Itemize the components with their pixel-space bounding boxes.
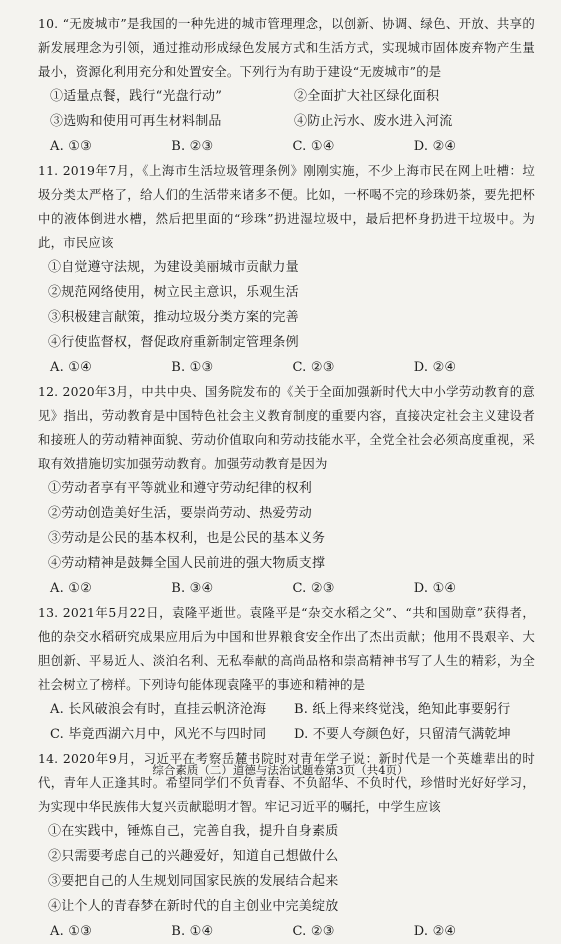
choice-list bbox=[38, 134, 535, 159]
choice-d: D. 不要人夸颜色好，只留清气满乾坤 bbox=[294, 727, 511, 742]
choice-a: A. ①③ bbox=[50, 139, 92, 154]
option-1: ①劳动者享有平等就业和遵守劳动纪律的权利 bbox=[48, 481, 313, 496]
choice-d: D. ①④ bbox=[413, 581, 457, 596]
option-3: ③选购和使用可再生材料制品 bbox=[50, 114, 222, 129]
option-2: ②全面扩大社区绿化面积 bbox=[294, 89, 440, 104]
choice-b: B. ②③ bbox=[171, 139, 214, 154]
choice-c: C. ①④ bbox=[292, 139, 335, 154]
choice-d: D. ②④ bbox=[413, 924, 457, 939]
option-4: ④行使监督权，督促政府重新制定管理条例 bbox=[48, 335, 299, 350]
option-1: ①自觉遵守法规，为建设美丽城市贡献力量 bbox=[48, 260, 299, 275]
option-4: ④防止污水、废水进入河流 bbox=[294, 114, 453, 129]
question-11 bbox=[38, 159, 535, 380]
option-1: ①在实践中，锤炼自己，完善自我，提升自身素质 bbox=[48, 824, 339, 839]
question-stem: 12. 2020年3月，中共中央、国务院发布的《关于全面加强新时代大中小学劳动教育的意见》指出，劳动教育是中国特色社会主义教育制度的重要内容，直接决定社会主义建设者和接班人的劳动精神面貌、劳动价值取向和劳动技能水平，全党全社会必须高度重视，采取有效措施切实加强劳动教育。加强劳动教育是因为 bbox=[38, 384, 535, 471]
option-4: ④劳动精神是鼓舞全国人民前进的强大物质支撑 bbox=[48, 556, 326, 571]
choice-b: B. ①③ bbox=[171, 360, 214, 375]
choice-d: D. ②④ bbox=[413, 139, 457, 154]
question-stem: 14. 2020年9月，习近平在考察岳麓书院时对青年学子说：新时代是一个英雄辈出的时代，青年人正逢其时。希望同学们不负青春、不负韶华、不负时代，珍惜时光好好学习，为实现中华民族伟大复兴贡献聪明才智。牢记习近平的嘱托，中学生应该 bbox=[38, 751, 535, 814]
choice-a: A. ①② bbox=[50, 581, 92, 596]
option-2: ②规范网络使用，树立民主意识，乐观生活 bbox=[48, 285, 299, 300]
option-1: ①适量点餐，践行“光盘行动” bbox=[50, 89, 223, 104]
question-10 bbox=[38, 12, 535, 159]
choice-a: A. ①③ bbox=[50, 924, 92, 939]
question-12 bbox=[38, 380, 535, 601]
choice-d: D. ②④ bbox=[413, 360, 457, 375]
choice-c: C. ②③ bbox=[292, 360, 335, 375]
page-footer: 综合素质（二）道德与法治试题卷第3页（共4页） bbox=[152, 763, 409, 777]
choice-list bbox=[38, 919, 535, 944]
option-3: ③劳动是公民的基本权利，也是公民的基本义务 bbox=[48, 531, 326, 546]
choice-c: C. ②③ bbox=[292, 581, 335, 596]
choice-a: A. 长风破浪会有时，直挂云帆济沧海 bbox=[50, 702, 267, 717]
question-13 bbox=[38, 601, 535, 747]
choice-b: B. 纸上得来终觉浅，绝知此事要躬行 bbox=[294, 702, 511, 717]
choice-a: A. ①④ bbox=[50, 360, 92, 375]
option-2: ②劳动创造美好生活，要崇尚劳动、热爱劳动 bbox=[48, 506, 313, 521]
option-4: ④让个人的青春梦在新时代的自主创业中完美绽放 bbox=[48, 899, 339, 914]
choice-list bbox=[38, 697, 535, 747]
choice-list bbox=[38, 355, 535, 380]
choice-b: B. ①④ bbox=[171, 924, 214, 939]
choice-b: B. ③④ bbox=[171, 581, 214, 596]
choice-list bbox=[38, 576, 535, 601]
question-stem: 10. “无废城市”是我国的一种先进的城市管理理念，以创新、协调、绿色、开放、共享的新发展理念为引领，通过推动形成绿色发展方式和生活方式，实现城市固体废弃物产生量最小，资源化利用充分和处置安全。下列行为有助于建设“无废城市”的是 bbox=[38, 16, 535, 79]
option-3: ③要把自己的人生规划同国家民族的发展结合起来 bbox=[48, 874, 339, 889]
choice-c: C. ②③ bbox=[292, 924, 335, 939]
question-stem: 11. 2019年7月，《上海市生活垃圾管理条例》刚刚实施，不少上海市民在网上吐槽：垃圾分类太严格了，给人们的生活带来诸多不便。比如，一杯喝不完的珍珠奶茶，要先把杯中的液体倒进水槽，然后把里面的“珍珠”扔进湿垃圾中，最后把杯身扔进干垃圾中。为此，市民应该 bbox=[38, 163, 535, 250]
option-3: ③积极建言献策，推动垃圾分类方案的完善 bbox=[48, 310, 299, 325]
option-list bbox=[38, 84, 535, 134]
question-stem: 13. 2021年5月22日，袁隆平逝世。袁隆平是“杂交水稻之父”、“共和国勋章”获得者，他的杂交水稻研究成果应用后为中国和世界粮食安全作出了杰出贡献；他用不畏艰辛、大胆创新、平易近人、淡泊名利、无私奉献的高尚品格和崇高精神书写了人生的精彩，为全社会树立了榜样。下列诗句能体现袁隆平的事迹和精神的是 bbox=[38, 605, 535, 692]
option-2: ②只需要考虑自己的兴趣爱好，知道自己想做什么 bbox=[48, 849, 339, 864]
choice-c: C. 毕竟西湖六月中，风光不与四时同 bbox=[50, 727, 267, 742]
